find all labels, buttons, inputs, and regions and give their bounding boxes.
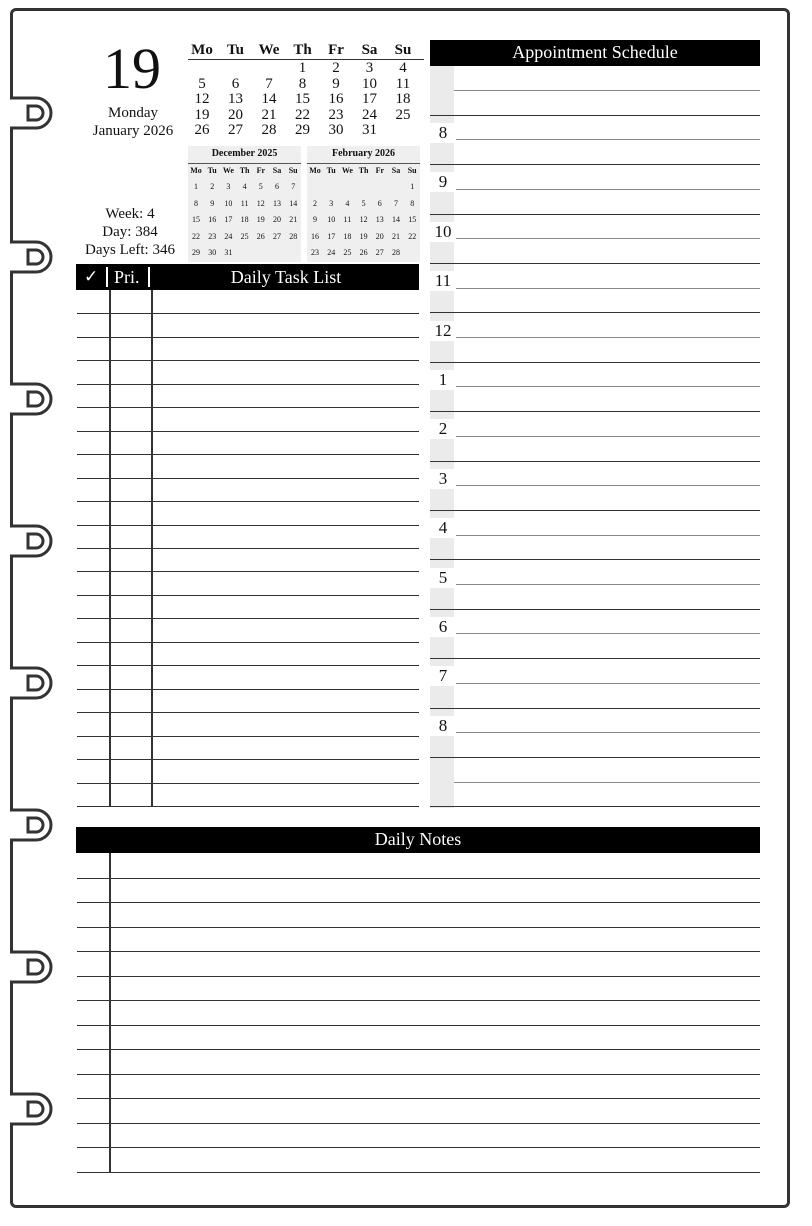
half-hour-line [454, 189, 760, 190]
mini-weekday-header: Fr [256, 166, 266, 175]
day-stat: Day: 384 [102, 224, 158, 240]
hour-label: 4 [430, 518, 456, 538]
week-stat: Week: 4 [105, 206, 155, 222]
mini-calendar-day: 8 [410, 198, 415, 208]
calendar-day: 29 [295, 122, 310, 138]
hour-label: 1 [430, 370, 456, 390]
mini-calendar-day: 22 [192, 231, 200, 241]
mini-calendar-day: 1 [194, 182, 198, 191]
mini-calendar-title: December 2025 [211, 148, 278, 159]
mini-calendar-day: 18 [343, 231, 352, 241]
mini-calendar-rule [307, 163, 420, 164]
mini-calendar-day: 1 [410, 182, 415, 191]
weekday-header: Sa [361, 42, 378, 58]
mini-calendar-day: 5 [258, 182, 263, 191]
mini-calendar-day: 26 [256, 231, 265, 241]
task-row-line [77, 454, 419, 455]
mini-weekday-header: We [222, 166, 234, 175]
calendar-day: 24 [362, 106, 377, 123]
mini-calendar-day: 3 [226, 182, 231, 191]
calendar-day: 20 [228, 106, 243, 123]
binder-ring-icon [8, 92, 62, 134]
mini-calendar-day: 16 [311, 231, 319, 241]
mini-calendar-day: 22 [408, 231, 417, 241]
mini-calendar-day: 20 [375, 231, 384, 241]
mini-calendar-day: 18 [240, 215, 249, 224]
mini-calendar-day: 28 [289, 231, 298, 241]
mini-calendar-day: 4 [242, 182, 247, 191]
hour-label: 3 [430, 469, 456, 489]
calendar-day: 4 [399, 60, 407, 76]
mini-calendar-day: 24 [224, 231, 233, 241]
hour-line [430, 609, 760, 610]
task-row-line [77, 384, 419, 385]
days-left-stat: Days Left: 346 [85, 242, 175, 258]
mini-calendar-day: 25 [343, 248, 352, 257]
notes-row-line [77, 902, 760, 903]
mini-weekday-header: Sa [391, 166, 401, 175]
mini-calendar-day: 13 [273, 198, 281, 208]
hour-line [430, 806, 760, 807]
calendar-day: 11 [395, 75, 411, 92]
half-hour-line [454, 633, 760, 634]
mini-calendar-day: 27 [375, 248, 384, 257]
notes-row-line [77, 1049, 760, 1050]
notes-row-line [77, 1172, 760, 1173]
mini-weekday-header: Th [358, 166, 369, 175]
calendar-day: 30 [328, 122, 344, 138]
mini-calendar-day: 6 [377, 198, 382, 208]
priority-header: Pri. [114, 267, 140, 287]
binder-ring-icon [8, 804, 62, 846]
header-rule [188, 59, 424, 60]
calendar-day: 2 [332, 60, 340, 76]
notes-row-line [77, 1000, 760, 1001]
mini-calendar-day: 23 [208, 231, 217, 241]
task-row-line [77, 525, 419, 526]
mini-calendar-day: 21 [289, 215, 298, 224]
mini-weekday-header: Mo [309, 166, 321, 175]
mini-calendar-day: 14 [392, 215, 400, 224]
calendar-day: 16 [328, 91, 344, 107]
mini-calendar-day: 17 [224, 215, 233, 224]
half-hour-line [454, 782, 760, 783]
checkmark-icon: ✓ [84, 267, 99, 286]
calendar-day: 7 [265, 75, 273, 92]
task-row-line [77, 337, 419, 338]
task-row-line [77, 431, 419, 432]
daily-notes-title: Daily Notes [374, 829, 462, 849]
notes-row-line [77, 1074, 760, 1075]
mini-calendar-day: 28 [392, 248, 400, 257]
mini-calendar-day: 3 [329, 198, 334, 208]
mini-calendar-day: 7 [394, 198, 398, 208]
mini-calendar-day: 20 [273, 215, 281, 224]
notes-row-line [77, 1123, 760, 1124]
mini-weekday-header: Sa [272, 166, 282, 175]
calendar-day: 10 [362, 75, 377, 92]
weekday-header: Mo [191, 42, 213, 58]
calendar-day: 31 [362, 122, 377, 138]
binder-ring-icon [8, 520, 62, 562]
mini-weekday-header: Th [239, 166, 250, 175]
weekday-header: Fr [328, 42, 344, 58]
task-row-line [77, 665, 419, 666]
hour-line [430, 559, 760, 560]
hour-label: 12 [430, 321, 456, 341]
binder-ring-icon [8, 1088, 62, 1130]
hour-line [430, 263, 760, 264]
notes-row-line [77, 927, 760, 928]
hour-line [430, 510, 760, 511]
task-row-line [77, 478, 419, 479]
calendar-day: 22 [295, 106, 310, 123]
hour-label: 6 [430, 617, 456, 637]
weekday-label: Monday [108, 105, 158, 121]
month-calendar [188, 42, 424, 142]
hour-line [430, 658, 760, 659]
hour-label: 10 [430, 222, 456, 242]
notes-margin-line [109, 853, 111, 1172]
task-row-line [77, 712, 419, 713]
mini-calendar-day: 26 [359, 248, 368, 257]
mini-weekday-header: Tu [326, 166, 336, 175]
hour-label: 9 [430, 172, 456, 192]
calendar-day: 23 [328, 106, 344, 123]
notes-row-line [77, 1147, 760, 1148]
calendar-day: 3 [365, 60, 374, 76]
task-row-line [77, 689, 419, 690]
mini-calendar-day: 2 [313, 198, 317, 208]
task-row-line [77, 313, 419, 314]
mini-calendar-rule [188, 163, 301, 164]
hour-line [430, 312, 760, 313]
calendar-day: 17 [362, 91, 377, 107]
mini-calendar [188, 146, 301, 262]
mini-calendar-day: 8 [194, 198, 198, 208]
mini-calendar-day: 29 [192, 248, 200, 257]
calendar-day: 26 [194, 122, 210, 138]
mini-calendar-day: 11 [240, 198, 249, 208]
notes-row-line [77, 878, 760, 879]
half-hour-line [454, 732, 760, 733]
hour-line [430, 757, 760, 758]
calendar-day: 18 [395, 91, 411, 107]
mini-calendar-day: 6 [275, 182, 279, 191]
task-row-line [77, 548, 419, 549]
half-hour-line [454, 485, 760, 486]
calendar-day: 25 [395, 106, 411, 123]
daily-notes-header [76, 827, 760, 853]
hour-label: 8 [430, 123, 456, 143]
task-row-line [77, 571, 419, 572]
hour-line [430, 461, 760, 462]
weekday-header: Su [394, 42, 412, 58]
mini-calendar-day: 19 [359, 231, 368, 241]
mini-calendar-day: 27 [273, 231, 281, 241]
calendar-day: 5 [198, 75, 206, 92]
hour-line [430, 411, 760, 412]
hour-line [430, 164, 760, 165]
calendar-day: 14 [261, 91, 277, 107]
mini-calendar-day: 15 [408, 215, 417, 224]
weekday-header: Th [293, 42, 312, 58]
hour-label: 2 [430, 419, 456, 439]
notes-row-line [77, 1025, 760, 1026]
task-row-line [77, 736, 419, 737]
calendar-day: 15 [295, 91, 310, 107]
hour-label: 5 [430, 568, 456, 588]
hour-label: 8 [430, 716, 456, 736]
notes-row-line [77, 951, 760, 952]
task-row-line [77, 360, 419, 361]
mini-calendar-day: 13 [375, 215, 384, 224]
half-hour-line [454, 436, 760, 437]
mini-calendar-day: 14 [289, 198, 298, 208]
header-divider [148, 267, 150, 287]
mini-calendar-day: 25 [240, 231, 249, 241]
half-hour-line [454, 337, 760, 338]
mini-calendar-day: 5 [361, 198, 366, 208]
mini-weekday-header: Su [407, 166, 417, 175]
mini-calendar-day: 9 [210, 198, 215, 208]
month-year-label: January 2026 [92, 123, 174, 139]
mini-calendar-day: 4 [345, 198, 350, 208]
task-row-line [77, 595, 419, 596]
half-hour-line [454, 535, 760, 536]
calendar-day: 19 [194, 106, 210, 123]
binder-ring-icon [8, 236, 62, 278]
mini-calendar-day: 16 [208, 215, 217, 224]
binder-ring-icon [8, 946, 62, 988]
mini-calendar-day: 10 [327, 215, 336, 224]
mini-weekday-header: Fr [375, 166, 385, 175]
calendar-day: 13 [228, 91, 243, 107]
hour-line [430, 708, 760, 709]
day-number: 19 [103, 36, 161, 101]
calendar-day: 12 [194, 91, 210, 107]
appointment-schedule-title: Appointment Schedule [512, 42, 678, 62]
mini-calendar-day: 10 [224, 198, 233, 208]
mini-calendar-day: 7 [291, 182, 296, 191]
calendar-day: 9 [332, 75, 340, 92]
mini-calendar-title: February 2026 [331, 148, 396, 159]
mini-calendar-day: 11 [343, 215, 352, 224]
half-hour-line [454, 584, 760, 585]
notes-row-line [77, 976, 760, 977]
calendar-day: 8 [298, 75, 307, 92]
half-hour-line [454, 683, 760, 684]
task-row-line [77, 501, 419, 502]
mini-calendar-day: 15 [192, 215, 200, 224]
calendar-day: 6 [231, 75, 240, 92]
header-divider [106, 267, 108, 287]
hour-line [430, 362, 760, 363]
half-hour-line [454, 139, 760, 140]
mini-calendar-day: 23 [311, 248, 319, 257]
calendar-day: 21 [261, 106, 277, 123]
mini-weekday-header: Mo [190, 166, 202, 175]
hour-line [430, 115, 760, 116]
appointment-schedule-header [430, 40, 760, 66]
task-row-line [77, 806, 419, 807]
mini-calendar-day: 12 [256, 198, 265, 208]
mini-weekday-header: We [341, 166, 353, 175]
weekday-header: We [258, 42, 280, 58]
mini-calendar-day: 31 [224, 248, 233, 257]
half-hour-line [454, 386, 760, 387]
mini-calendar-day: 21 [392, 231, 400, 241]
calendar-day: 28 [261, 122, 277, 138]
task-row-line [77, 783, 419, 784]
binder-ring-icon [8, 662, 62, 704]
hour-label: 7 [430, 666, 456, 686]
hour-label: 11 [430, 271, 456, 291]
mini-calendar [307, 146, 420, 262]
half-hour-line [454, 288, 760, 289]
weekday-header: Tu [227, 42, 244, 58]
task-row-line [77, 642, 419, 643]
task-row-line [77, 759, 419, 760]
calendar-day: 27 [228, 122, 243, 138]
task-list-header [76, 264, 419, 290]
mini-weekday-header: Su [288, 166, 298, 175]
mini-calendar-day: 19 [256, 215, 265, 224]
mini-calendar-day: 17 [327, 231, 336, 241]
mini-calendar-day: 24 [327, 248, 336, 257]
binder-ring-icon [8, 378, 62, 420]
task-list-title: Daily Task List [230, 267, 342, 287]
hour-line [430, 214, 760, 215]
notes-row-line [77, 1098, 760, 1099]
mini-calendar-day: 12 [359, 215, 368, 224]
mini-calendar-day: 30 [208, 248, 217, 257]
half-hour-line [454, 90, 760, 91]
mini-calendar-day: 2 [210, 182, 215, 191]
task-row-line [77, 407, 419, 408]
calendar-day: 1 [298, 60, 307, 76]
half-hour-line [454, 238, 760, 239]
mini-calendar-day: 9 [313, 215, 317, 224]
mini-weekday-header: Tu [207, 166, 217, 175]
task-row-line [77, 618, 419, 619]
